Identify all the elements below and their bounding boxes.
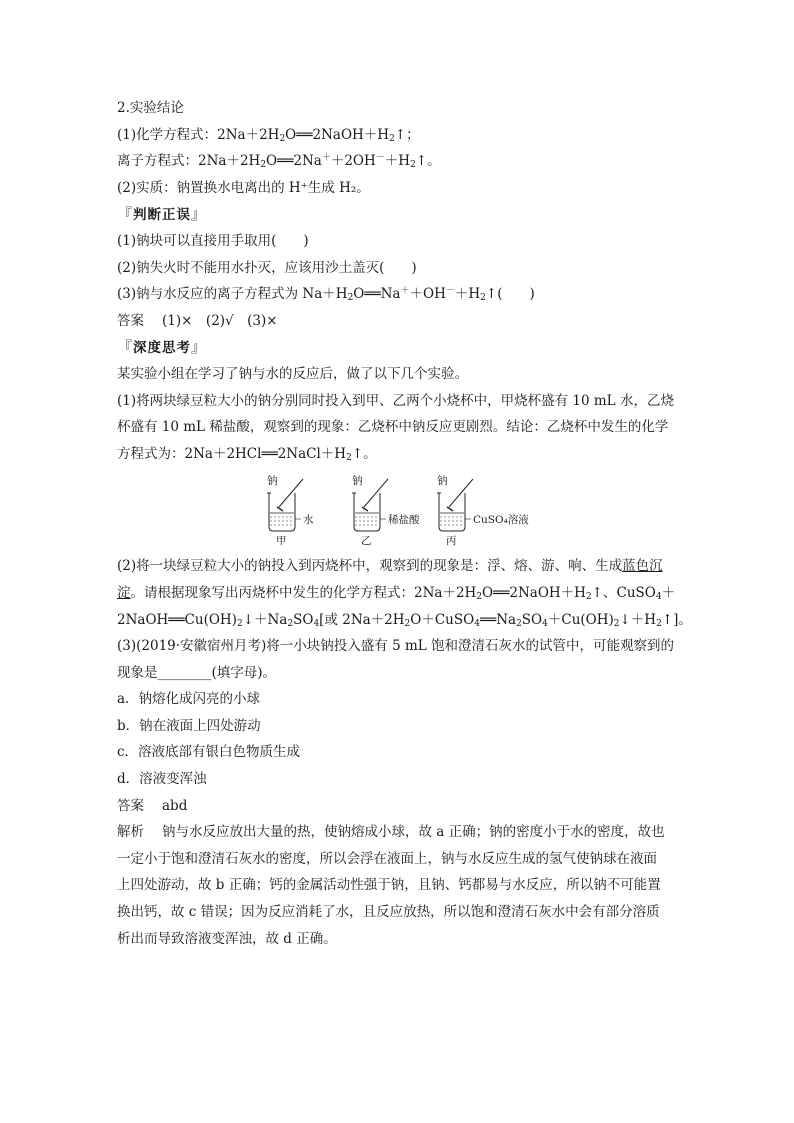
ionic-equation-line	[117, 148, 687, 175]
part2-line-2-text: 。请根据现象写出丙烧杯中发生的化学方程式：	[130, 584, 414, 601]
part1-line-3	[117, 441, 687, 468]
answer-text: (1)× (2)√ (3)×	[162, 312, 278, 329]
document-page	[117, 95, 692, 952]
label-sodium-2: 钠	[352, 475, 363, 488]
option-c: c．溶液底部有银白色物质生成	[117, 744, 301, 761]
part2-underline-2: 淀	[117, 584, 131, 601]
option-a: a．钠熔化成闪亮的小球	[117, 691, 261, 708]
part2-underline-1: 蓝色沉	[622, 558, 663, 575]
part2-line-2	[117, 580, 687, 607]
bracket-left: 『	[117, 338, 134, 357]
part1-equation: $2Na+2HCl══2NaCl+H_2↑$。	[184, 445, 377, 463]
judge-answer	[117, 308, 687, 335]
option-d: d．溶液变浑浊	[117, 771, 207, 788]
analysis-label: 解析	[117, 824, 144, 841]
beaker-figure	[117, 473, 687, 549]
label-sodium-1: 钠	[267, 475, 278, 488]
judge-question-3	[117, 281, 687, 308]
part2-line-1-text: (2)将一块绿豆粒大小的钠投入到丙烧杯中，观察到的现象是：浮、熔、游、响、生成	[117, 558, 623, 575]
bracket-right: 』	[191, 338, 208, 357]
ionic-equation-label: 离子方程式：	[117, 153, 198, 170]
answer-text: abd	[162, 797, 188, 814]
label-sodium-3: 钠	[437, 475, 448, 488]
label-cuso4: CuSO₄溶液	[473, 514, 529, 527]
judge-question-1: (1)钠块可以直接用手取用( )	[117, 232, 309, 249]
section-title: 2.实验结论	[117, 100, 184, 116]
judge-question-2: (2)钠失火时不能用水扑灭，应该用沙土盖灭( )	[117, 259, 417, 276]
part2-line-1	[117, 553, 687, 580]
deep-header	[117, 334, 687, 361]
bracket-right: 』	[191, 205, 208, 224]
label-yi: 乙	[361, 535, 372, 548]
judge-header	[117, 201, 687, 228]
part2-equation-b: $2NaOH══Cu(OH)_2↓+Na_2SO_4$[或 $2Na+2H_2O+CuSO_4══Na_2SO_4+Cu(OH)_2↓+H_2↑$]。	[117, 611, 692, 629]
part3-line-1: (3)(2019·安徽宿州月考)将一小块钠投入盛有 5 mL 饱和澄清石灰水的试管中，可能观察到的	[117, 638, 675, 655]
label-bing: 丙	[446, 535, 457, 548]
judge-question-3-equation: $Na+H_2O══Na^++OH^-+H_2↑$	[302, 286, 498, 304]
beaker-diagram	[257, 473, 547, 549]
ionic-equation: $2Na+2H_2O══2Na^++2OH^-+H_2↑$。	[198, 153, 441, 171]
bracket-left: 『	[117, 205, 134, 224]
analysis-line-4: 换出钙，故 c 错误；因为反应消耗了水，且反应放热，所以饱和澄清石灰水中会有部分溶质	[117, 904, 660, 921]
label-water: 水	[303, 514, 314, 527]
part1-line-1: (1)将两块绿豆粒大小的钠分别同时投入到甲、乙两个小烧杯中，甲烧杯盛有 10 mL 水，乙烧	[117, 392, 674, 409]
part1-line-3-text: 方程式为：	[117, 445, 185, 462]
option-b: b．钠在液面上四处游动	[117, 717, 261, 734]
deep-answer	[117, 793, 687, 820]
judge-header-text: 判断正误	[133, 207, 192, 224]
answer-label: 答案	[117, 797, 144, 814]
chemical-equation: $2Na+2H_2O══2NaOH+H_2↑$；	[217, 126, 420, 144]
deep-header-text: 深度思考	[133, 340, 192, 357]
analysis-line-1	[117, 819, 687, 846]
part3-line-2: 现象是________(填字母)。	[117, 664, 277, 681]
part2-equation-a: $2Na+2H_2O══2NaOH+H_2↑$、CuSO$_4$＋	[414, 584, 676, 602]
deep-intro: 某实验小组在学习了钠与水的反应后，做了以下几个实验。	[117, 365, 468, 382]
judge-question-3-text: (3)钠与水反应的离子方程式为	[117, 286, 303, 303]
analysis-line-3: 上四处游动，故 b 正确；钙的金属活动性强于钠，且钠、钙都易与水反应，所以钠不可能置	[117, 877, 661, 894]
answer-label: 答案	[117, 312, 144, 329]
part2-line-3	[117, 607, 692, 634]
analysis-line-2: 一定小于饱和澄清石灰水的密度，所以会浮在液面上，钠与水反应生成的氢气使钠球在液面	[117, 850, 657, 867]
analysis-line-5: 析出而导致溶液变浑浊，故 d 正确。	[117, 930, 337, 947]
label-jia: 甲	[276, 535, 287, 548]
chemical-equation-label: (1)化学方程式：	[117, 126, 218, 143]
label-acid: 稀盐酸	[388, 514, 420, 527]
part1-line-2: 杯盛有 10 mL 稀盐酸，观察到的现象：乙烧杯中钠反应更剧烈。结论：乙烧杯中发生的化学	[117, 419, 669, 436]
analysis-text-1: 钠与水反应放出大量的热，使钠熔成小球，故 a 正确；钠的密度小于水的密度，故也	[162, 824, 665, 841]
essence-line: (2)实质：钠置换水电离出的 H⁺生成 H₂。	[117, 179, 370, 196]
judge-question-3-blank: ( )	[497, 286, 535, 303]
chemical-equation-line	[117, 122, 687, 149]
